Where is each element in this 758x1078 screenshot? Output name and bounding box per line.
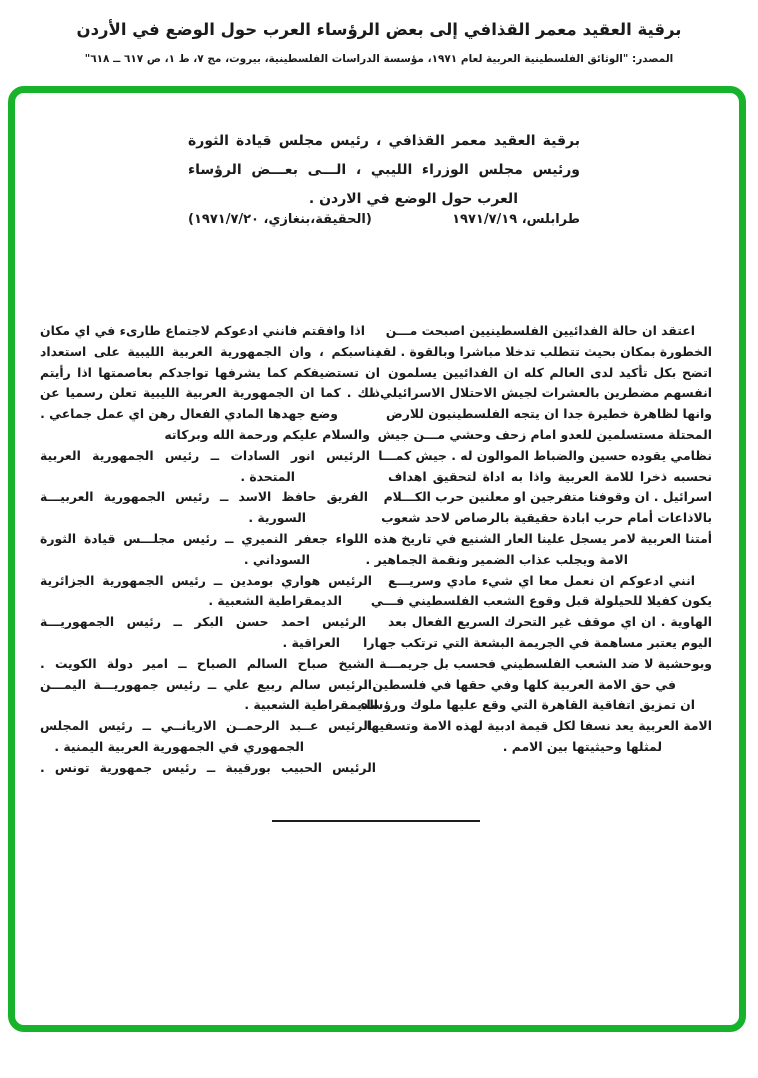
text-line: اذا وافقتم فانني ادعوكم لاجتماع طارىء في اي مكان (40, 323, 365, 338)
text-line: الرئيس احمد حسن البكر ــ رئيس الجمهوريـــة (40, 614, 366, 630)
text-line: الرئيس انور السادات ــ رئيس الجمهورية العربية (40, 447, 370, 463)
text-line: اليوم يعتبر مساهمة في الجريمة البشعة التي ترتكب جهارا (363, 634, 712, 650)
dateline (188, 212, 580, 227)
text-line: المحتلة مستسلمين للعدو امام زحف وحشي مـــن جيش (377, 426, 712, 442)
text-line: نظامي يقوده حسين والضباط الموالون له . جيش كمـــا (378, 447, 712, 463)
source-citation: المصدر: "الوثائق الفلسطينية العربية لعام ١٩٧١، مؤسسة الدراسات الفلسطينية، بيروت، مج ٧، ط ١، ص ٦١٧ ــ ٦١٨" (84, 53, 674, 65)
text-line: اتضح بكل تأكيد لدى العالم كله ان الفدائيين يسلمون (388, 364, 712, 380)
column-right (360, 321, 712, 779)
document-frame (8, 86, 746, 1032)
text-line: لمثلها وحيثيتها بين الامم . (502, 738, 662, 754)
text-line: انني ادعوكم ان نعمل معا اي شيء مادي وسريـــع (388, 572, 695, 588)
text-line: الخطورة بمكان بحيث تتطلب تدخلا مباشرا وبالقوة . لقد (375, 343, 712, 359)
text-line: الجمهوري في الجمهورية العربية اليمنية . (54, 738, 304, 754)
text-line: اللواء جعفر النميري ــ رئيس مجلـــس قيادة الثورة (40, 530, 368, 546)
text-line: اعتقد ان حالة الفدائيين الفلسطينيين اصبحت مـــن (385, 323, 695, 338)
text-line: الرئيس عــبد الرحمــن الاريانــي ــ رئيس المجلس (40, 718, 372, 734)
text-line: الديمقراطية الشعبية . (244, 697, 378, 713)
text-line: الرئيس سالم ربيع علي ــ رئيس جمهوريـــة اليمـــن (40, 676, 372, 692)
dateline-place-date: طرابلس، ١٩٧١/٧/١٩ (452, 212, 580, 227)
text-line: ان تستضيفكم كما يشرفها تواجدكم بعاصمتها اذا رأيتم (40, 364, 380, 380)
text-line: الامة ويجلب عذاب الضمير ونقمة الجماهير . (365, 551, 628, 567)
text-line: بالاذاعات أمام حرب ابادة حقيقية بالرصاص لاحد شعوب (381, 510, 712, 526)
text-line: وبوحشية لا ضد الشعب الفلسطيني فحسب بل جريمـــة (379, 655, 712, 671)
text-line: الفريق حافظ الاسد ــ رئيس الجمهورية العربيـــة (40, 489, 368, 505)
heading-line: ورئيس مجلس الوزراء الليبي ، الـــى بعـــض الرؤساء (188, 162, 580, 178)
text-line: المتحدة . (240, 468, 295, 484)
body-columns (40, 321, 712, 779)
dateline-publication: (الحقيقة،بنغازي، ١٩٧١/٧/٢٠) (188, 212, 372, 227)
text-line: أمتنا العربية لامر يسجل علينا العار الشنيع في تاريخ هذه (374, 530, 712, 546)
page-title: برقية العقيد معمر القذافي إلى بعض الرؤساء العرب حول الوضع في الأردن (76, 20, 682, 39)
text-line: ذلك . كما ان الجمهورية العربية الليبية تعلن رسميا عن (40, 385, 380, 401)
text-line: السوداني . (243, 551, 310, 567)
heading-line: العرب حول الوضع في الاردن . (308, 191, 518, 207)
text-line: اسرائيل . ان وقوفنا متفرجين او معلنين حرب الكـــلام (383, 489, 712, 505)
footer-rule (272, 820, 480, 822)
column-left (40, 321, 380, 779)
text-line: وانها لظاهرة خطيرة جدا ان يتجه الفلسطينيون للارض (386, 406, 712, 422)
text-line: يناسبكم ، وان الجمهورية العربية الليبية على استعداد (40, 343, 380, 359)
text-line: انفسهم مضطرين بالعشرات لجيش الاحتلال الاسرائيلي ، (370, 385, 712, 401)
text-line: في حق الامة العربية كلها وفي حقها في فلسطين . (363, 676, 676, 692)
text-line: العراقية . (282, 634, 340, 650)
text-line: يكون كفيلا للحيلولة قبل وقوع الشعب الفلسطيني فـــي (370, 593, 712, 609)
document-heading (188, 127, 580, 214)
text-line: والسلام عليكم ورحمة الله وبركاته (164, 426, 370, 442)
text-line: ان تمزيق اتفاقية القاهرة التي وقع عليها ملوك ورؤساء (360, 697, 695, 713)
text-line: الديمقراطية الشعبية . (208, 593, 342, 609)
text-line: نحسبه ذخرا للامة العربية واذا به اداة لتحقيق اهداف (388, 468, 712, 484)
text-line: الشيخ صباح السالم الصباح ــ امير دولة الكويت . (40, 655, 374, 671)
text-line: الرئيس الحبيب بورقيبة ــ رئيس جمهورية تونس . (40, 759, 376, 775)
heading-line: برقية العقيد معمر القذافي ، رئيس مجلس قيادة الثورة (188, 133, 580, 149)
text-line: الامة العربية يعد نسفا لكل قيمة ادبية لهذه الامة وتسفيها (366, 718, 712, 734)
text-line: الرئيس هواري بومدين ــ رئيس الجمهورية الجزائرية (40, 572, 372, 588)
text-line: السورية . (248, 510, 306, 526)
text-line: الهاوية . ان اي موقف غير التحرك السريع الفعال بعد (388, 614, 712, 630)
text-line: وضع جهدها المادي الفعال رهن اي عمل جماعي . (40, 406, 338, 422)
